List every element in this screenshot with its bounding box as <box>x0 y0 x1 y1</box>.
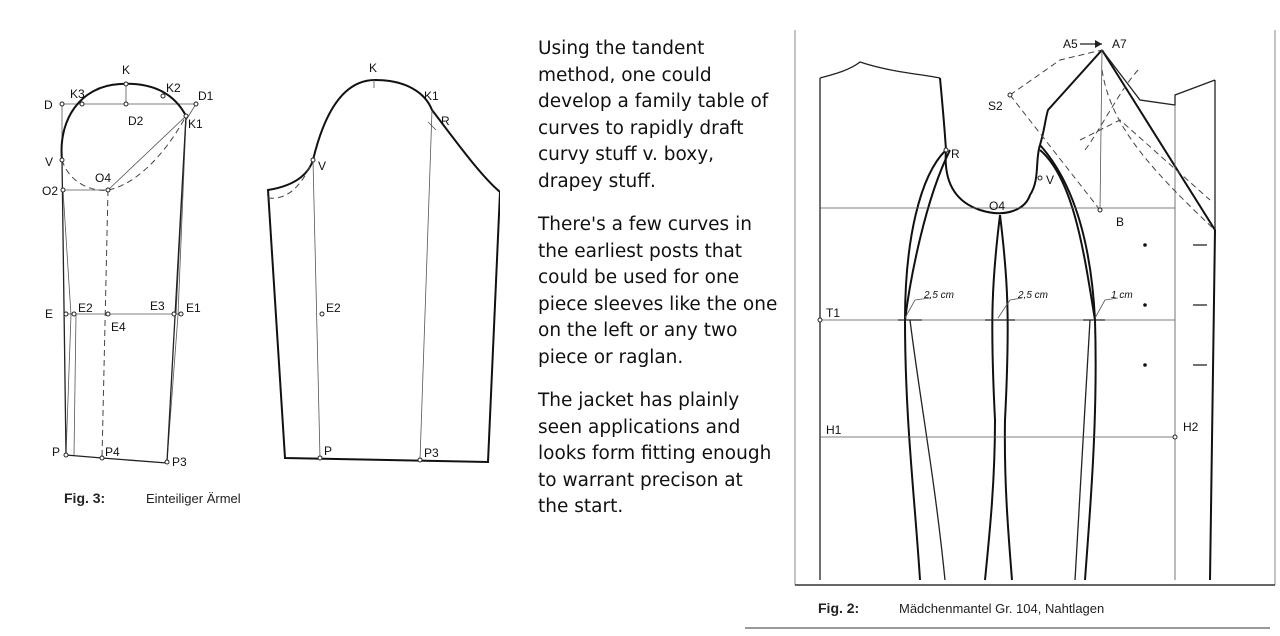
note-paragraph-2: There's a few curves in the earliest posts that could be used for one piece sleeves like the one on the left or any two piece or raglan. <box>538 214 778 368</box>
label-E: E <box>45 307 54 321</box>
label-O2: O2 <box>42 184 59 198</box>
label-H2: H2 <box>1183 420 1199 434</box>
label-D2: D2 <box>128 114 144 128</box>
label-P-right: P <box>324 444 333 458</box>
label-R-coat: R <box>951 147 960 161</box>
label-K1: K1 <box>188 117 203 131</box>
label-D: D <box>44 98 53 112</box>
label-E3: E3 <box>150 299 165 313</box>
note-paragraph-1: Using the tandent method, one could develop a family table of curves to rapidly draft curvy stuff v. boxy, drapey stuff. <box>538 38 769 192</box>
sleeve-pattern-labels <box>318 61 450 460</box>
fig3-caption-number: Fig. 3: <box>64 490 106 506</box>
fig3-caption-text: Einteiliger Ärmel <box>146 491 241 506</box>
label-measure-2: 2,5 cm <box>1018 290 1049 301</box>
fig2-caption-number: Fig. 2: <box>818 600 860 616</box>
label-V: V <box>45 155 54 169</box>
coat-labels <box>826 37 1199 437</box>
label-A5: A5 <box>1063 37 1078 51</box>
label-E1: E1 <box>186 301 201 315</box>
label-O4-coat: O4 <box>989 199 1006 213</box>
label-E2: E2 <box>78 301 93 315</box>
label-K2: K2 <box>166 81 181 95</box>
label-V-right: V <box>318 159 327 173</box>
label-P3: P3 <box>172 455 187 469</box>
sleeve-pattern-outline <box>268 80 500 462</box>
label-S2: S2 <box>988 99 1003 113</box>
label-K3: K3 <box>70 87 85 101</box>
label-P3-right: P3 <box>424 446 439 460</box>
note-paragraph-3: The jacket has plainly seen applications and looks form fitting enough to warrant precison at the start. <box>538 390 772 517</box>
coat-frame <box>745 30 1275 628</box>
label-E2-right: E2 <box>326 301 341 315</box>
label-E4: E4 <box>111 320 126 334</box>
label-K1-right: K1 <box>424 89 439 103</box>
label-D1: D1 <box>198 89 214 103</box>
label-T1: T1 <box>826 306 841 320</box>
label-measure-1: 2,5 cm <box>924 290 955 301</box>
label-P4: P4 <box>105 445 120 459</box>
sleeve-draft-construction <box>60 82 198 464</box>
label-K: K <box>122 63 131 77</box>
label-measure-3: 1 cm <box>1111 290 1133 301</box>
label-K-right: K <box>369 61 378 75</box>
label-A7: A7 <box>1112 37 1127 51</box>
label-O4: O4 <box>95 171 112 185</box>
fig2-caption-text: Mädchenmantel Gr. 104, Nahtlagen <box>899 601 1105 616</box>
label-R-right: R <box>441 114 450 128</box>
label-B: B <box>1116 215 1125 229</box>
label-V-coat: V <box>1046 173 1055 187</box>
label-P: P <box>52 445 61 459</box>
label-H1: H1 <box>826 423 842 437</box>
fig3-sleeve-drafts <box>0 0 500 520</box>
explanatory-note <box>538 36 778 538</box>
